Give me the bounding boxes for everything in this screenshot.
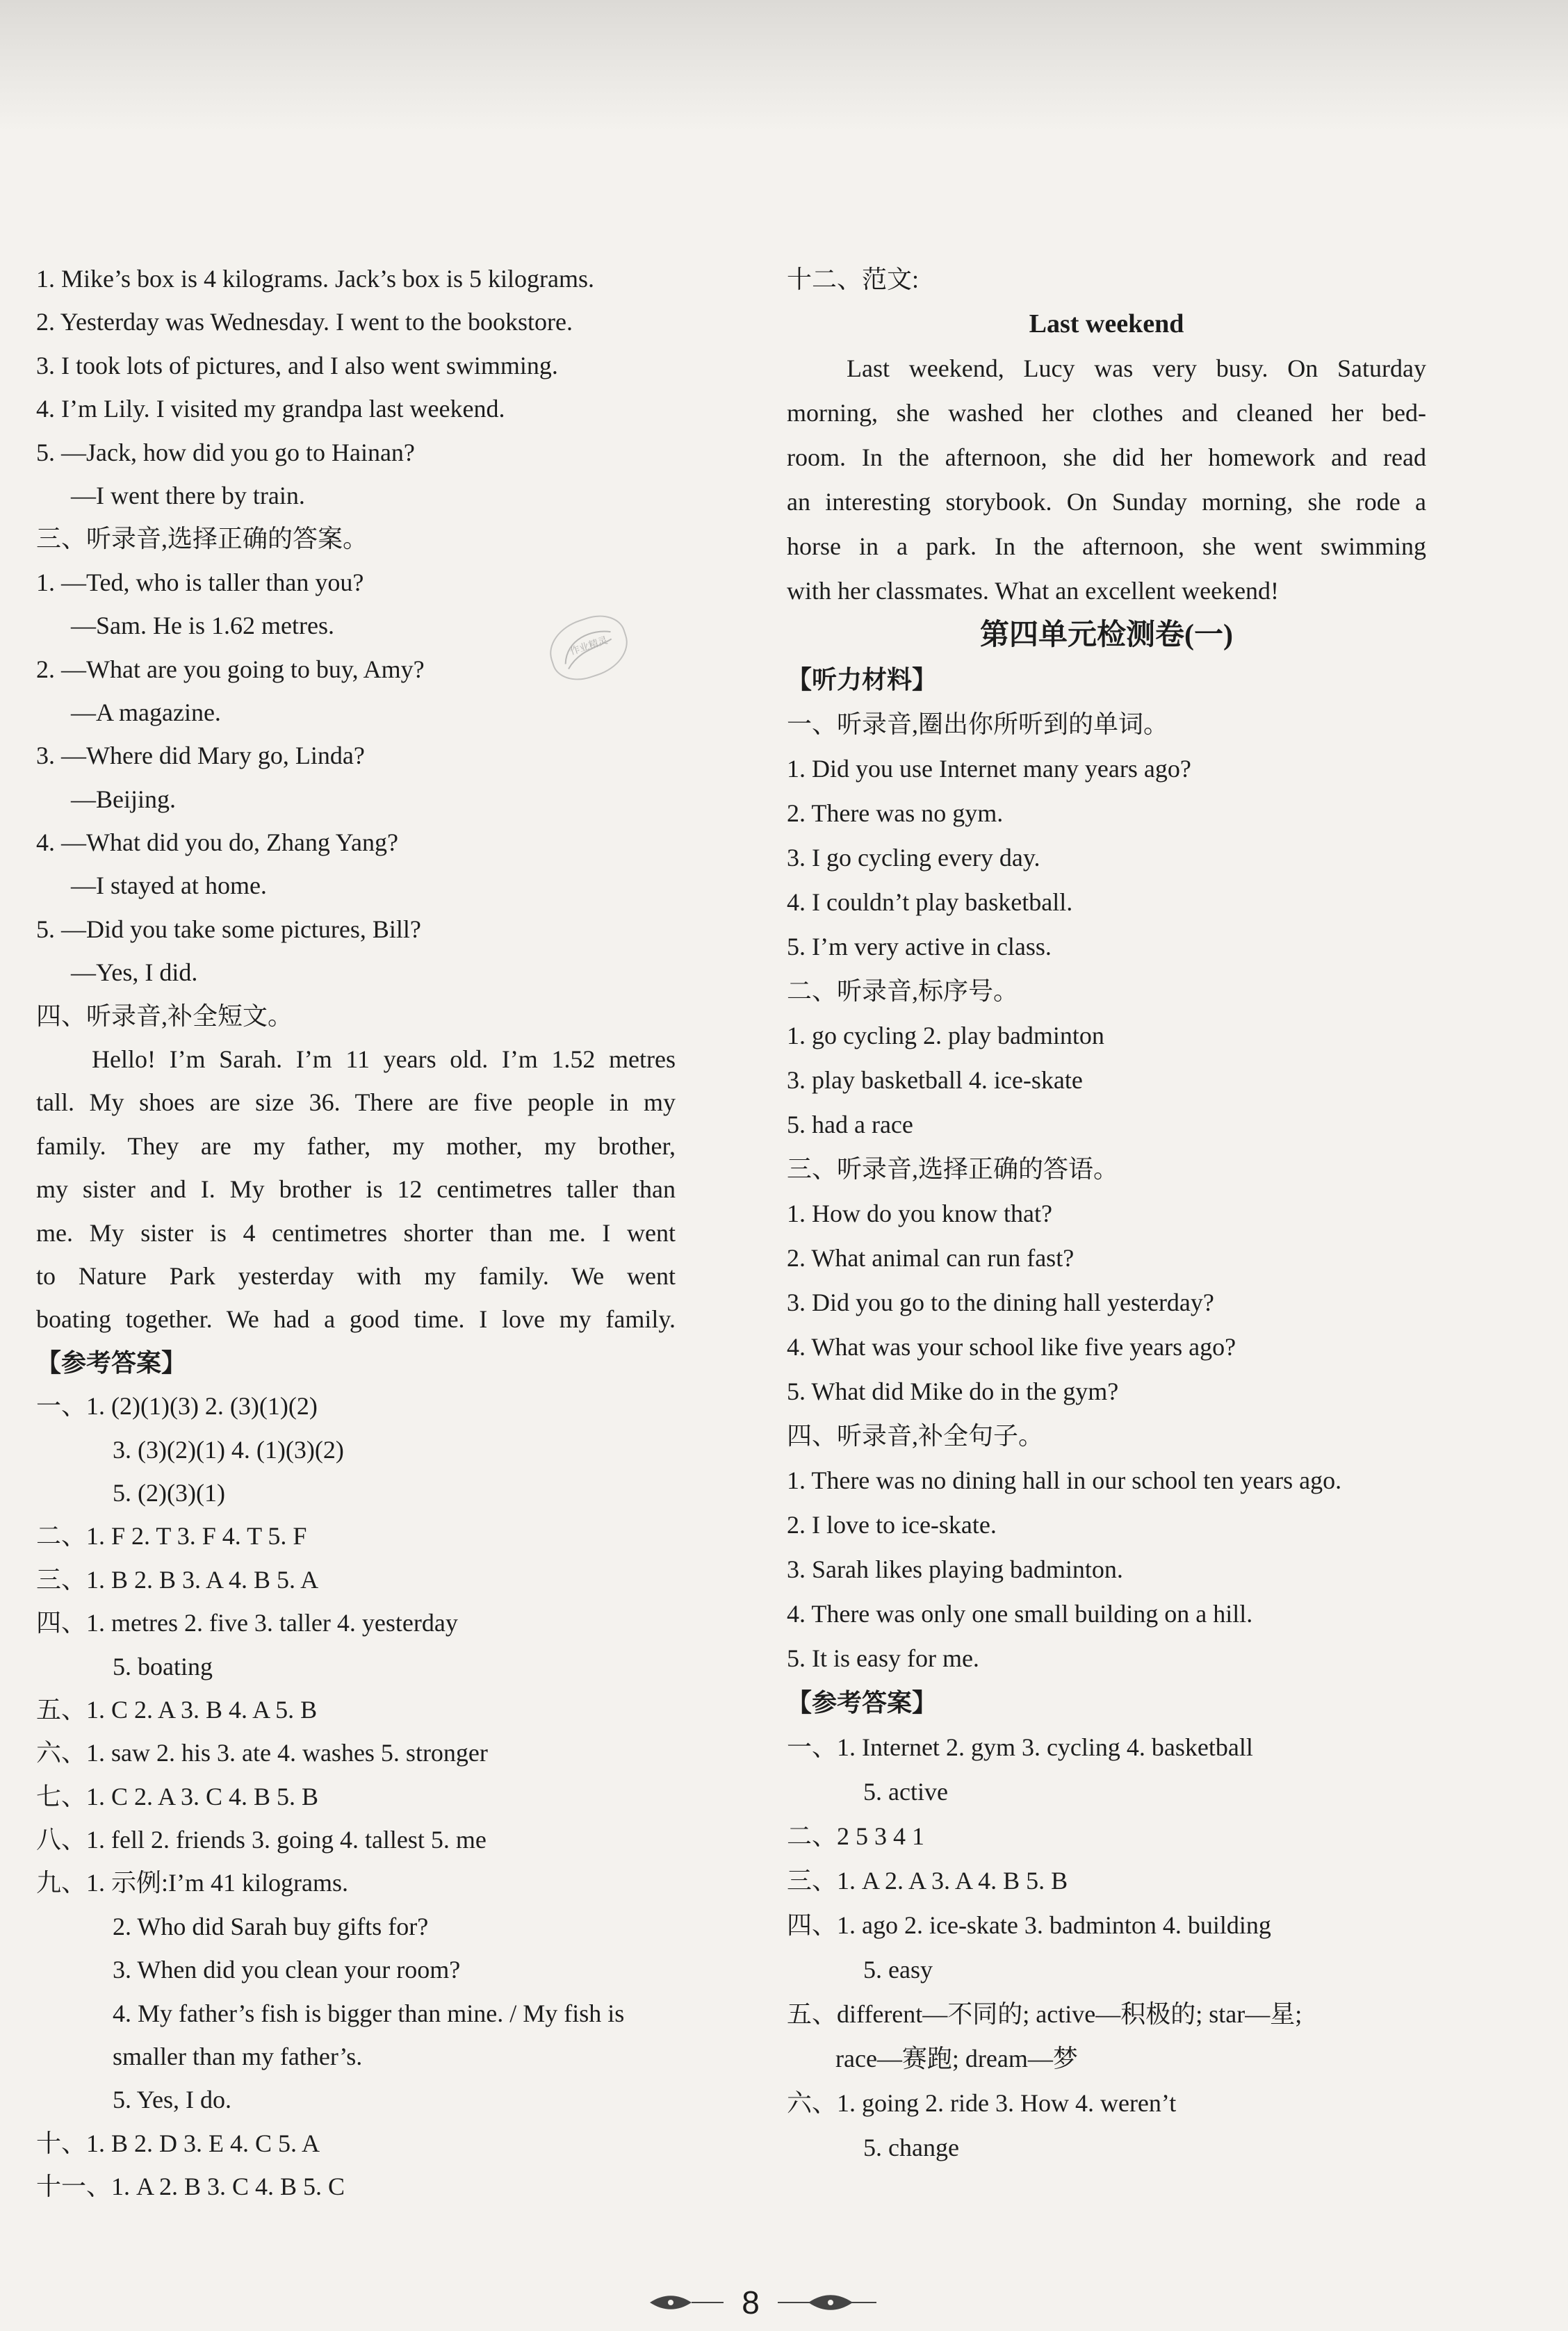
left-line: my sister and I. My brother is 12 centimetres taller than bbox=[36, 1175, 676, 1204]
left-line: —I went there by train. bbox=[71, 481, 305, 509]
essay-line: morning, she washed her clothes and cleaned her bed- bbox=[787, 399, 1426, 427]
left-line: 5. Yes, I do. bbox=[113, 2086, 232, 2114]
unit-test-title: 第四单元检测卷(一) bbox=[980, 619, 1233, 651]
right-line: 5. active bbox=[863, 1778, 948, 1806]
right-line: 4. There was only one small building on a hill. bbox=[787, 1600, 1253, 1628]
right-line: 1. go cycling 2. play badminton bbox=[787, 1022, 1104, 1049]
left-line: —Beijing. bbox=[71, 785, 176, 813]
left-line: 十一、1. A 2. B 3. C 4. B 5. C bbox=[36, 2173, 345, 2201]
right-line: 二、听录音,标序号。 bbox=[787, 977, 1019, 1005]
left-line: 5. —Jack, how did you go to Hainan? bbox=[36, 438, 415, 466]
scan-top-shadow bbox=[0, 0, 1568, 132]
right-line: 5. What did Mike do in the gym? bbox=[787, 1377, 1119, 1405]
left-line: 四、听录音,补全短文。 bbox=[36, 1001, 293, 1030]
left-line: 3. —Where did Mary go, Linda? bbox=[36, 742, 365, 770]
left-line: 4. —What did you do, Zhang Yang? bbox=[36, 828, 398, 857]
sample-essay-heading: 十二、范文: bbox=[787, 265, 920, 293]
right-line: 2. There was no gym. bbox=[787, 799, 1004, 827]
left-line: 六、1. saw 2. his 3. ate 4. washes 5. stronger bbox=[36, 1739, 488, 1767]
left-line: 5. —Did you take some pictures, Bill? bbox=[36, 915, 421, 943]
essay-body bbox=[787, 346, 1426, 613]
left-line: 八、1. fell 2. friends 3. going 4. tallest 5. me bbox=[36, 1826, 487, 1854]
right-line: 3. I go cycling every day. bbox=[787, 844, 1040, 872]
right-line: 3. Sarah likes playing badminton. bbox=[787, 1555, 1123, 1583]
right-line: 1. How do you know that? bbox=[787, 1200, 1052, 1227]
left-line: 二、1. F 2. T 3. F 4. T 5. F bbox=[36, 1522, 307, 1551]
right-line: 5. I’m very active in class. bbox=[787, 933, 1052, 960]
left-line: 七、1. C 2. A 3. C 4. B 5. B bbox=[36, 1782, 319, 1810]
left-line: 3. (3)(2)(1) 4. (1)(3)(2) bbox=[113, 1435, 344, 1464]
left-line: 九、1. 示例:I’m 41 kilograms. bbox=[36, 1869, 348, 1897]
left-line: —A magazine. bbox=[71, 698, 221, 726]
left-line: 2. Who did Sarah buy gifts for? bbox=[113, 1912, 429, 1940]
right-line: 三、1. A 2. A 3. A 4. B 5. B bbox=[787, 1867, 1068, 1895]
left-line: 三、听录音,选择正确的答案。 bbox=[36, 525, 368, 553]
left-line: 5. boating bbox=[113, 1652, 213, 1680]
left-line: smaller than my father’s. bbox=[113, 2043, 363, 2071]
essay-line: horse in a park. In the afternoon, she went swimming bbox=[787, 532, 1426, 560]
essay-line: an interesting storybook. On Sunday morning, she rode a bbox=[787, 488, 1426, 516]
essay-line: room. In the afternoon, she did her homework and read bbox=[787, 443, 1426, 471]
page-number: 8 bbox=[742, 2284, 760, 2321]
left-line: 1. —Ted, who is taller than you? bbox=[36, 568, 364, 596]
right-line: 5. had a race bbox=[787, 1111, 913, 1138]
right-line: 四、1. ago 2. ice-skate 3. badminton 4. building bbox=[787, 1911, 1271, 1939]
right-line: 1. Did you use Internet many years ago? bbox=[787, 755, 1191, 783]
right-line: 【参考答案】 bbox=[787, 1689, 938, 1717]
left-line: me. My sister is 4 centimetres shorter than me. I went bbox=[36, 1218, 676, 1247]
right-line: 4. What was your school like five years ago? bbox=[787, 1333, 1236, 1361]
right-line: 二、2 5 3 4 1 bbox=[787, 1822, 925, 1850]
right-line: 5. It is easy for me. bbox=[787, 1644, 979, 1672]
left-line: 3. When did you clean your room? bbox=[113, 1956, 461, 1984]
left-line: 4. I’m Lily. I visited my grandpa last weekend. bbox=[36, 395, 505, 423]
left-line: 【参考答案】 bbox=[36, 1348, 187, 1377]
right-column bbox=[787, 257, 1426, 2170]
left-line: —I stayed at home. bbox=[71, 872, 267, 900]
svg-text:作业精灵: 作业精灵 bbox=[569, 635, 610, 658]
right-line: 3. play basketball 4. ice-skate bbox=[787, 1066, 1083, 1094]
left-line: 2. —What are you going to buy, Amy? bbox=[36, 655, 425, 683]
right-line: 1. There was no dining hall in our school ten years ago. bbox=[787, 1466, 1342, 1494]
left-line: 四、1. metres 2. five 3. taller 4. yesterday bbox=[36, 1609, 458, 1637]
right-line: 一、听录音,圈出你所听到的单词。 bbox=[787, 710, 1169, 738]
left-line: 1. Mike’s box is 4 kilograms. Jack’s box is 5 kilograms. bbox=[36, 265, 594, 293]
right-line: 2. I love to ice-skate. bbox=[787, 1511, 997, 1539]
left-line: —Yes, I did. bbox=[71, 958, 198, 987]
right-ornament-icon bbox=[775, 2292, 879, 2313]
essay-line: Last weekend, Lucy was very busy. On Saturday bbox=[847, 354, 1426, 382]
right-line: 四、听录音,补全句子。 bbox=[787, 1422, 1044, 1450]
left-line: 2. Yesterday was Wednesday. I went to the bookstore. bbox=[36, 308, 573, 336]
page-footer bbox=[598, 2283, 904, 2322]
right-line: 4. I couldn’t play basketball. bbox=[787, 888, 1073, 916]
left-line: tall. My shoes are size 36. There are five people in my bbox=[36, 1088, 676, 1117]
right-lines bbox=[787, 657, 1426, 2170]
left-ornament-icon bbox=[622, 2292, 726, 2313]
left-line: 4. My father’s fish is bigger than mine. / My fish is bbox=[113, 1999, 625, 2027]
left-line: —Sam. He is 1.62 metres. bbox=[71, 612, 334, 640]
right-line: 2. What animal can run fast? bbox=[787, 1244, 1075, 1272]
right-line: 一、1. Internet 2. gym 3. cycling 4. basketball bbox=[787, 1733, 1253, 1761]
right-line: 三、听录音,选择正确的答语。 bbox=[787, 1155, 1119, 1183]
right-line: 五、different—不同的; active—积极的; star—星; bbox=[787, 2000, 1302, 2028]
right-line: 3. Did you go to the dining hall yesterday? bbox=[787, 1289, 1214, 1316]
essay-title: Last weekend bbox=[1029, 309, 1184, 338]
right-line: race—赛跑; dream—梦 bbox=[835, 2045, 1078, 2072]
essay-line: with her classmates. What an excellent weekend! bbox=[787, 577, 1280, 605]
left-line: boating together. We had a good time. I love my family. bbox=[36, 1305, 676, 1334]
left-line: Hello! I’m Sarah. I’m 11 years old. I’m 1.52 metres bbox=[92, 1045, 676, 1074]
left-line: 一、1. (2)(1)(3) 2. (3)(1)(2) bbox=[36, 1392, 318, 1421]
left-line: 五、1. C 2. A 3. B 4. A 5. B bbox=[36, 1695, 318, 1724]
left-column bbox=[36, 257, 676, 2209]
left-line: 三、1. B 2. B 3. A 4. B 5. A bbox=[36, 1565, 319, 1594]
right-line: 【听力材料】 bbox=[787, 666, 938, 694]
left-line: 十、1. B 2. D 3. E 4. C 5. A bbox=[36, 2129, 320, 2157]
right-line: 5. change bbox=[863, 2134, 959, 2161]
left-line: 5. (2)(3)(1) bbox=[113, 1478, 225, 1507]
left-line: to Nature Park yesterday with my family. We went bbox=[36, 1261, 676, 1290]
right-line: 5. easy bbox=[863, 1956, 933, 1984]
right-line: 六、1. going 2. ride 3. How 4. weren’t bbox=[787, 2089, 1177, 2117]
left-line: 3. I took lots of pictures, and I also went swimming. bbox=[36, 351, 558, 379]
left-line: family. They are my father, my mother, my brother, bbox=[36, 1131, 676, 1160]
